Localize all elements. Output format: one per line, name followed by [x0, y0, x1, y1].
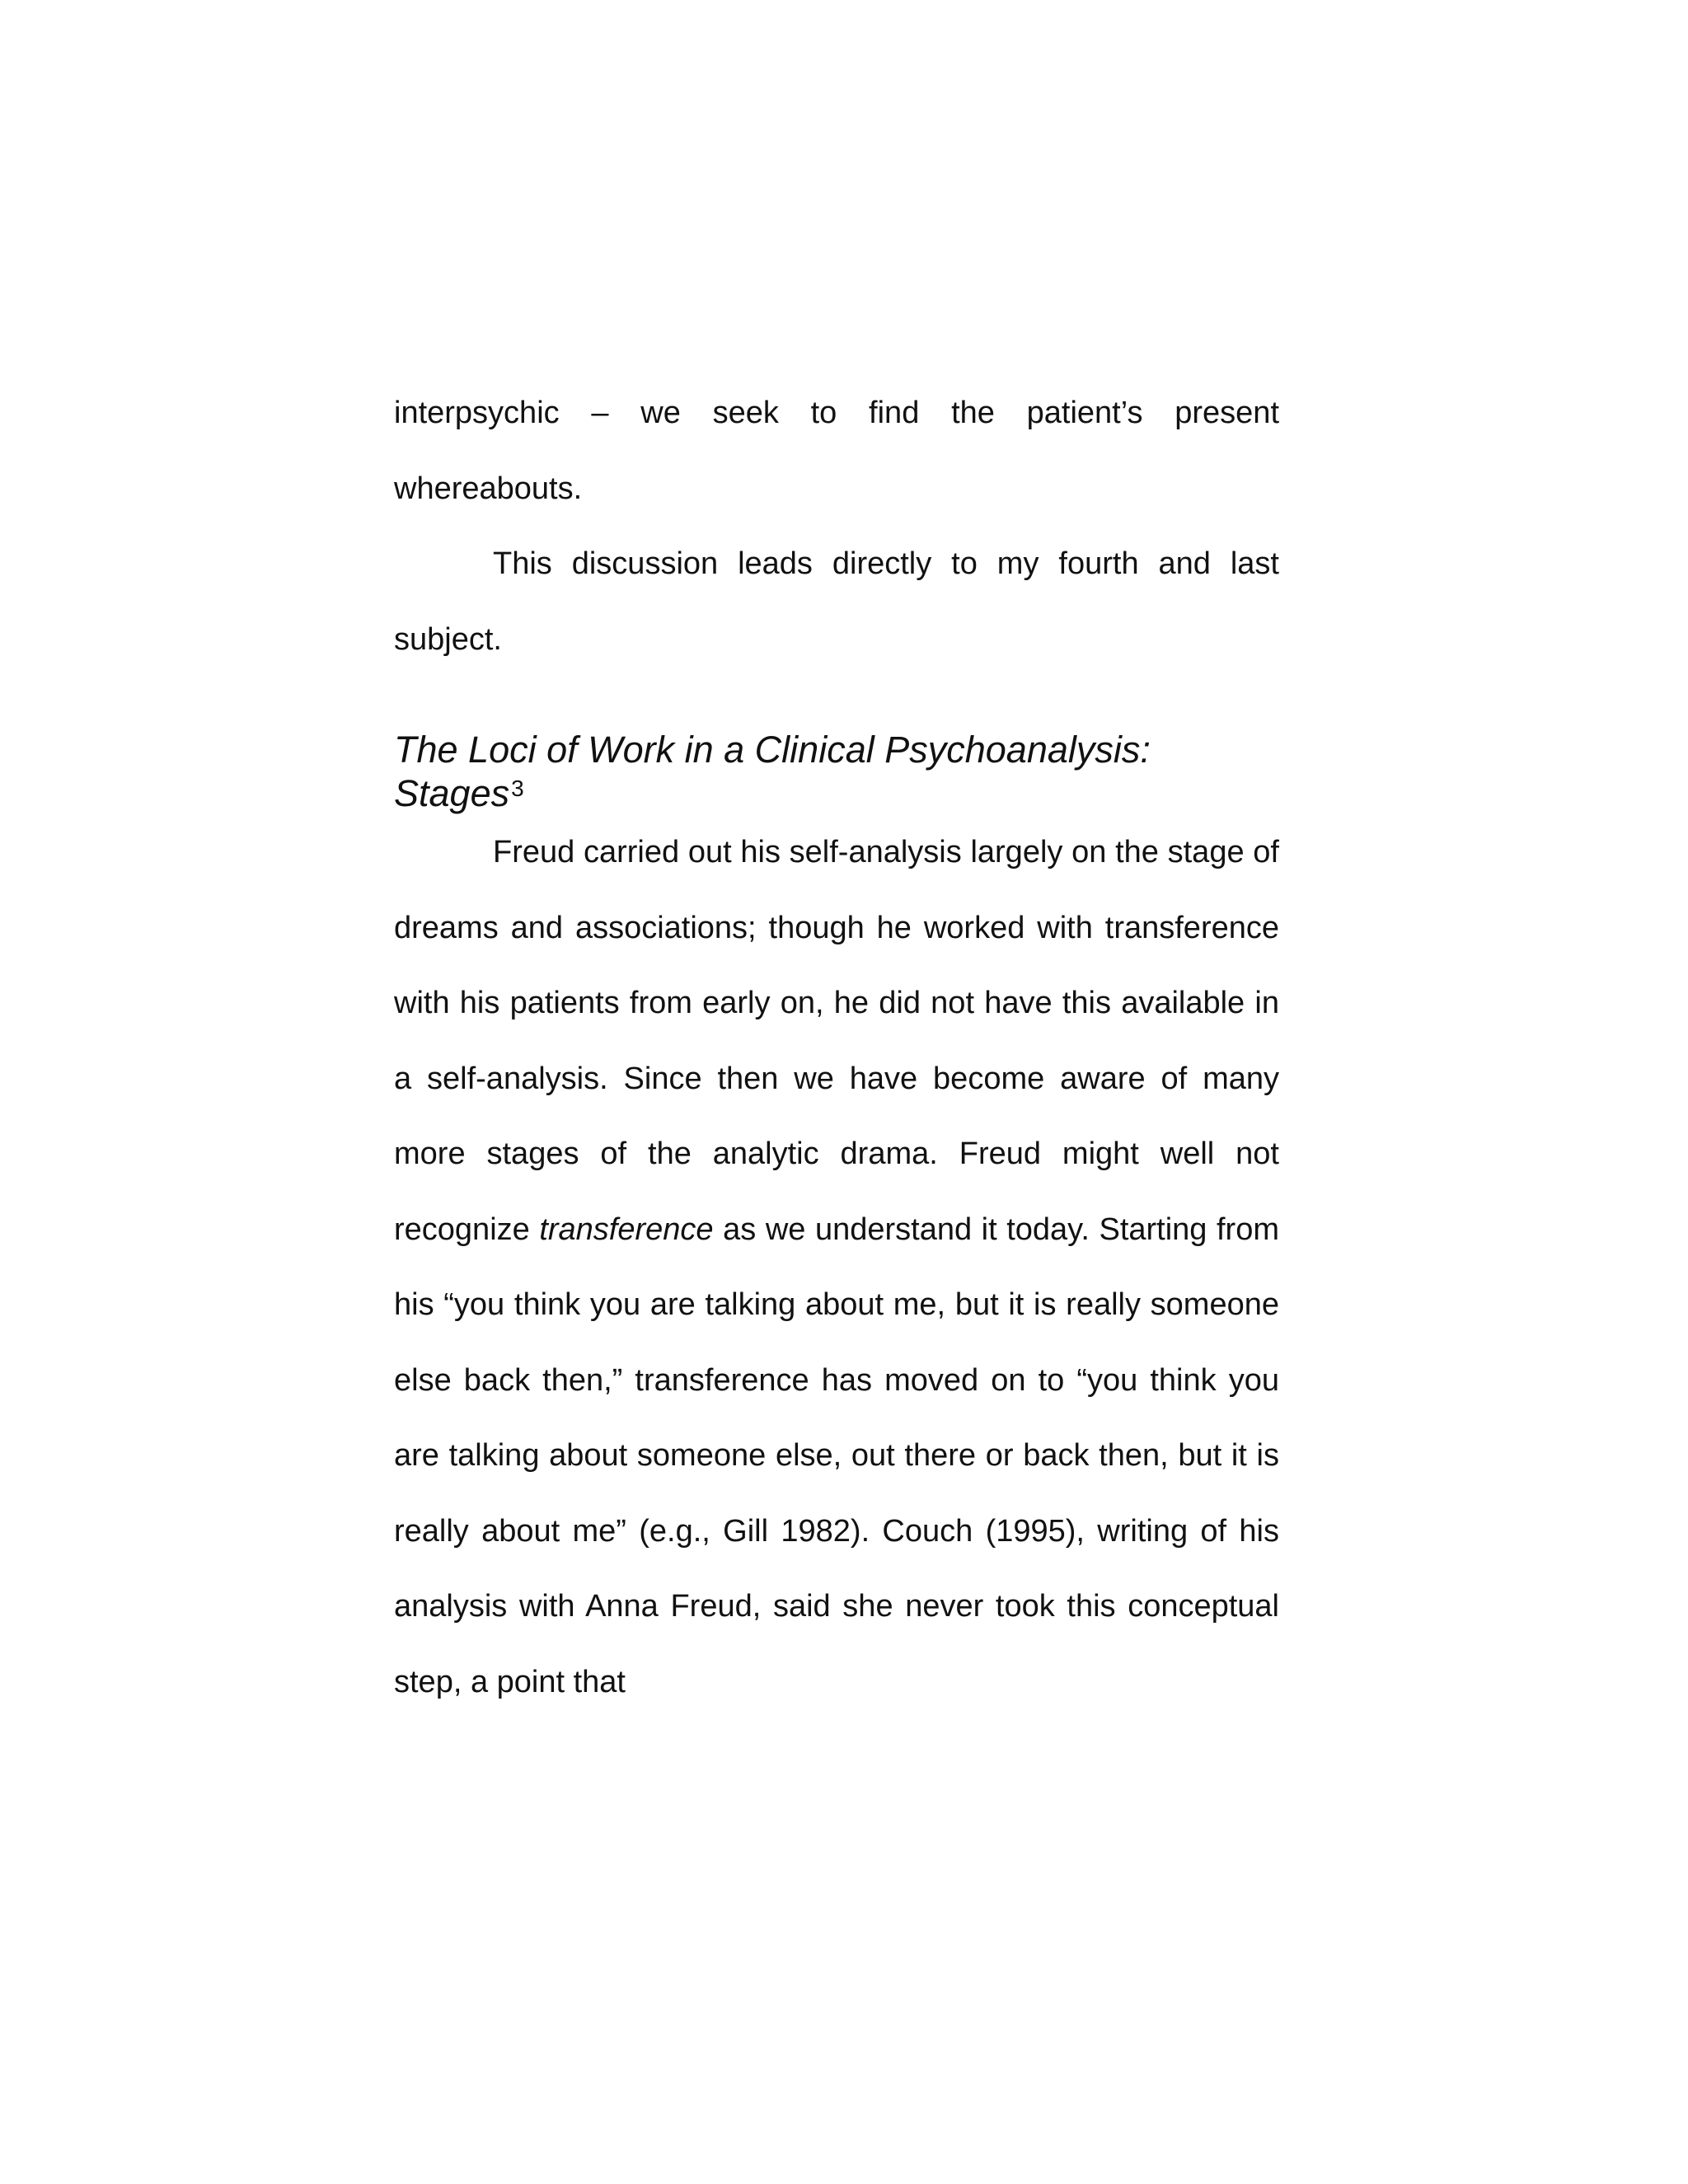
paragraph-continued: interpsychic – we seek to find the patient’s present whereabouts. [394, 396, 1279, 506]
section-heading-line1: The Loci of Work in a Clinical Psychoanalysis: [394, 729, 1151, 771]
paragraph-body [394, 815, 1279, 1720]
paragraph-body-emphasis: transference [539, 1212, 714, 1247]
section-heading [394, 728, 1279, 815]
paragraph-transition: This discussion leads directly to my fourth and last subject. [394, 546, 1279, 657]
paragraph-body-text-a: Freud carried out his self-analysis largely on the stage of dreams and associations; though he worked with transference with his patients from early on, he did not have this available in a self-analysis. Since then we have become aware of many more stages of the analytic drama. Freud might well not recognize [394, 835, 1279, 1247]
section-heading-line2: Stages [394, 772, 510, 814]
paragraph-body-text-b: as we understand it today. Starting from his “you think you are talking about me, but it is really someone else back then,” transference has moved on to “you think you are talking about someone else, out there or back then, but it is really about me” (e.g., Gill 1982). Couch (1995), writing of his analysis with Anna Freud, said she never took this conceptual step, a point that [394, 1212, 1279, 1699]
footnote-marker: 3 [511, 776, 524, 801]
